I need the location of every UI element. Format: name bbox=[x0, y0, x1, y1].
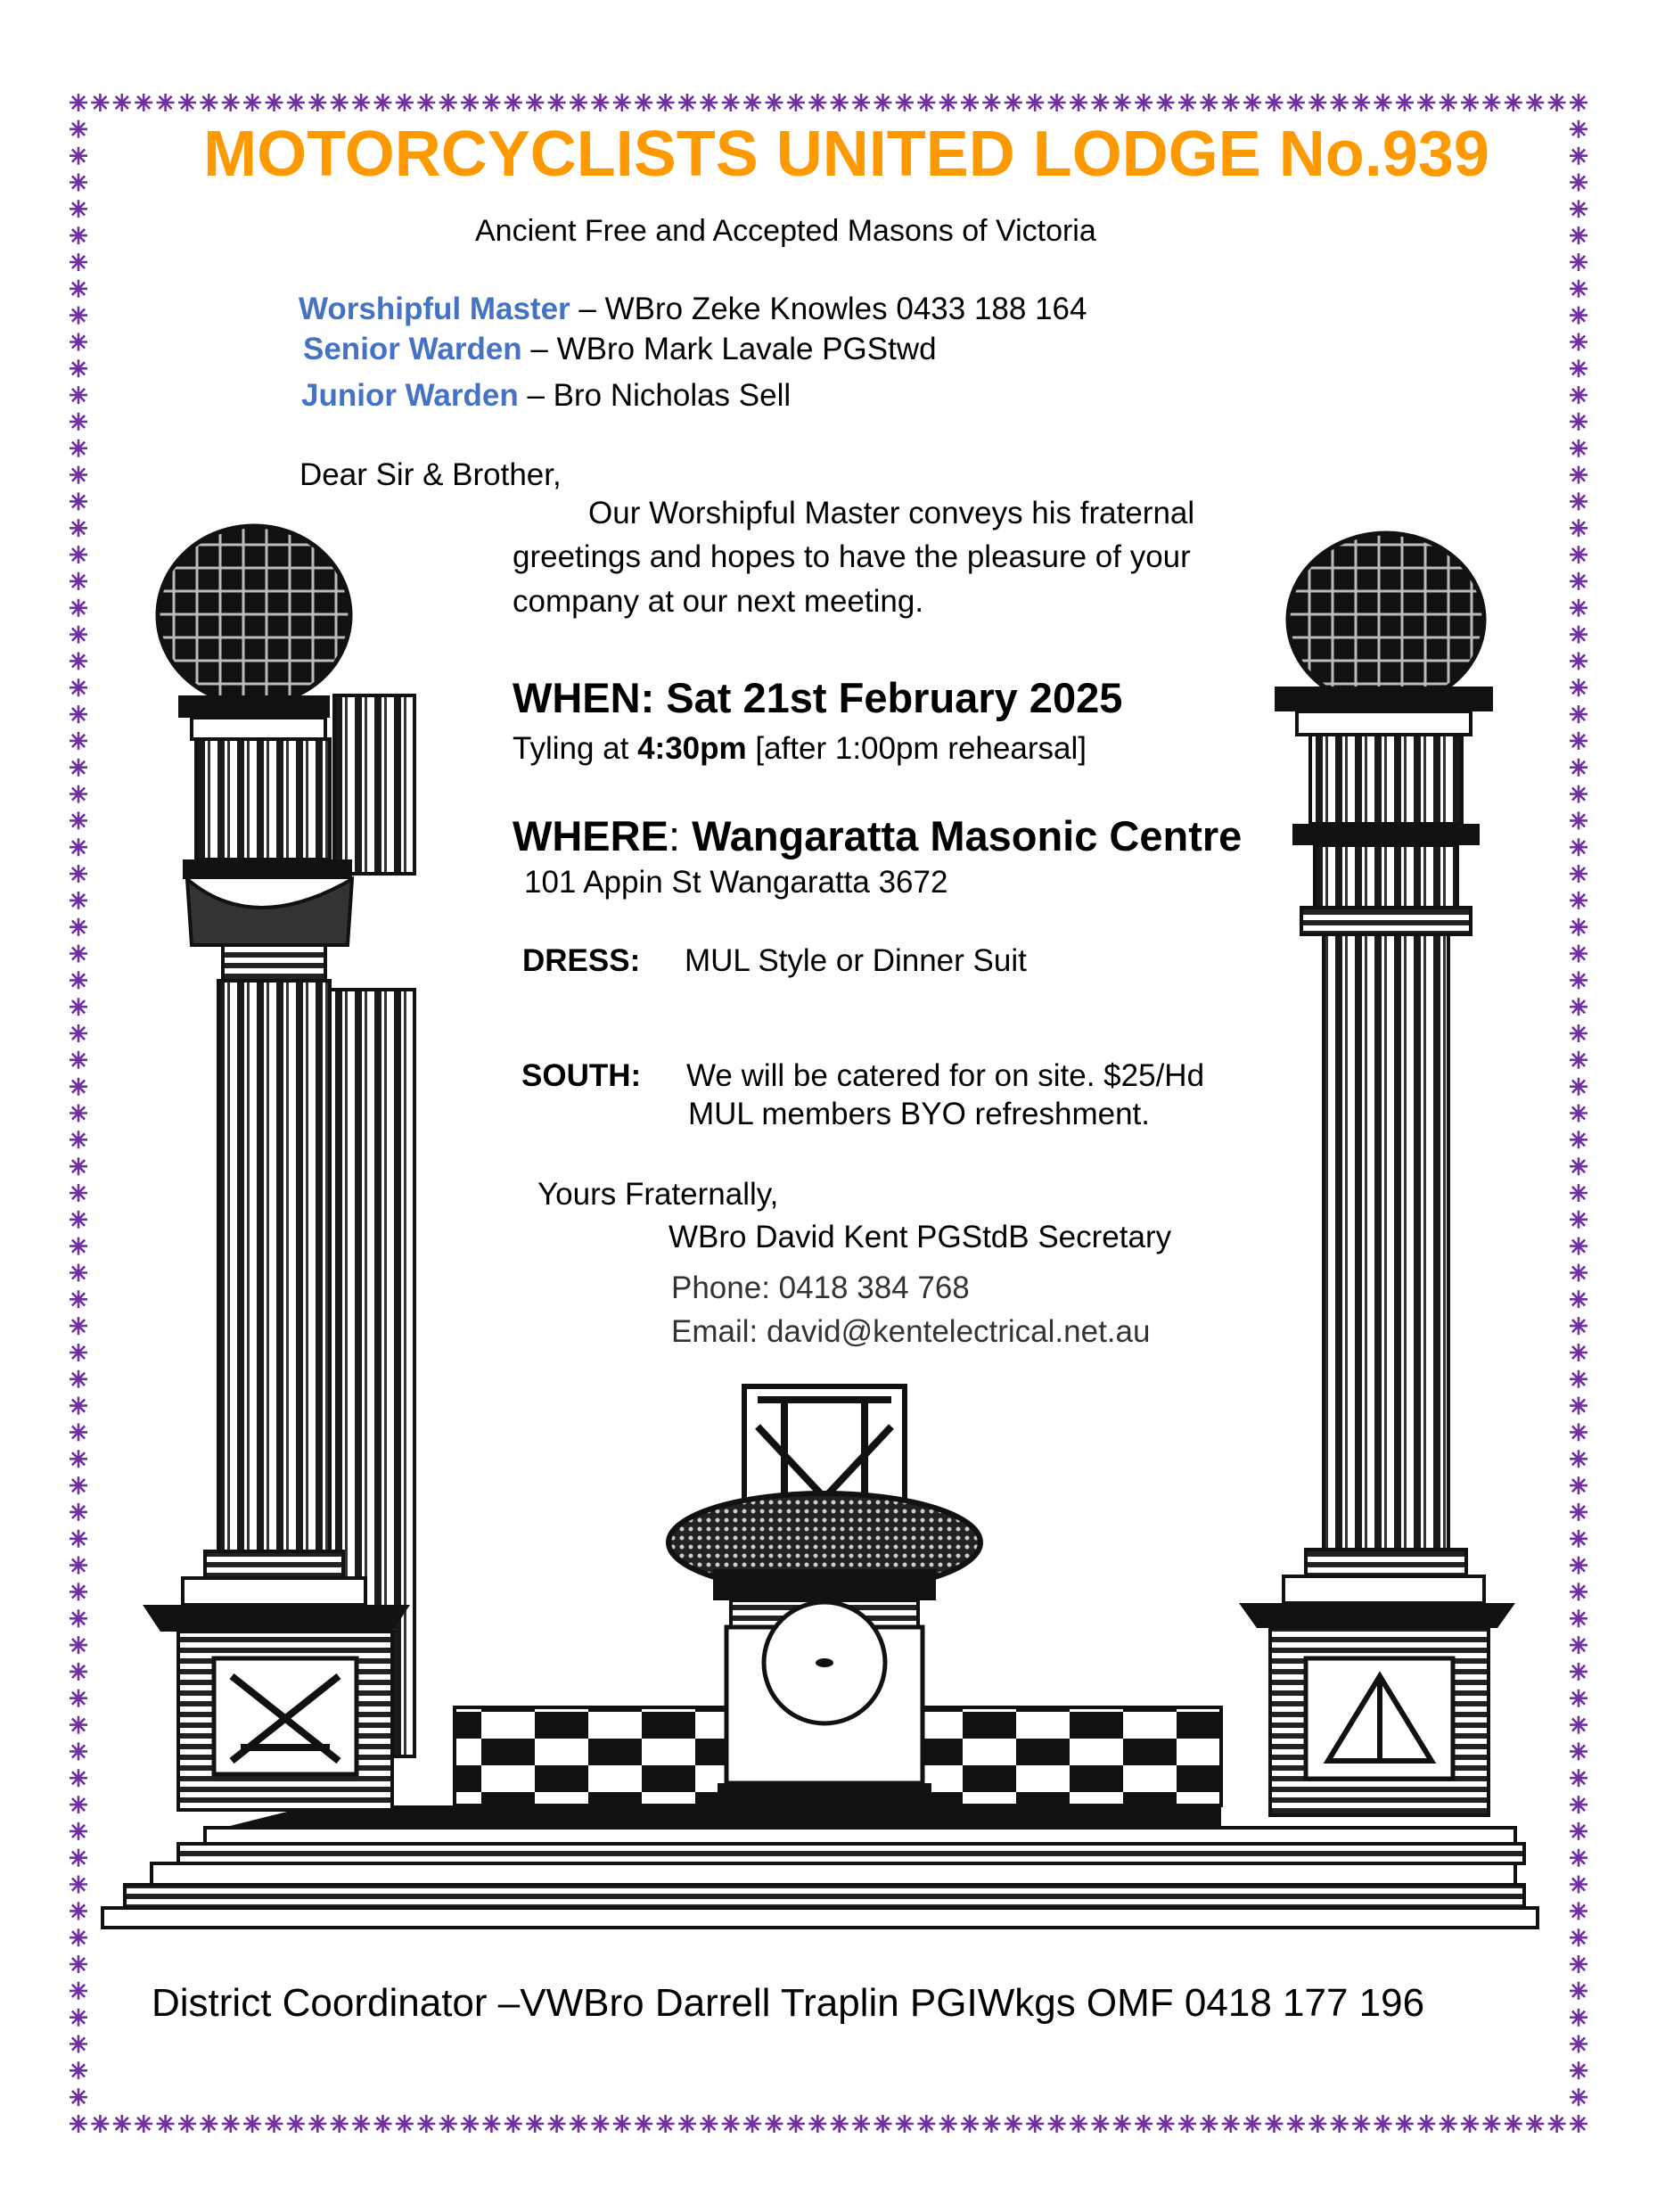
dress-value: MUL Style or Dinner Suit bbox=[685, 943, 1027, 978]
dress-label: DRESS: bbox=[522, 943, 641, 978]
officer-role: Worshipful Master bbox=[299, 292, 570, 326]
tyling-suffix: [after 1:00pm rehearsal] bbox=[746, 731, 1087, 766]
officer-name: WBro Zeke Knowles 0433 188 164 bbox=[604, 292, 1087, 326]
officer-role: Junior Warden bbox=[301, 378, 519, 413]
officer-separator: – bbox=[518, 378, 554, 413]
officer-name: Bro Nicholas Sell bbox=[553, 378, 792, 413]
secretary-name: WBro David Kent PGStdB Secretary bbox=[669, 1220, 1172, 1254]
secretary-email: Email: david@kentelectrical.net.au bbox=[671, 1314, 1151, 1349]
closing: Yours Fraternally, bbox=[537, 1177, 779, 1212]
south-line: MUL members BYO refreshment. bbox=[688, 1097, 1151, 1131]
salutation: Dear Sir & Brother, bbox=[299, 457, 562, 492]
officer-worshipful-master bbox=[299, 292, 1087, 327]
south-line: We will be catered for on site. $25/Hd bbox=[686, 1058, 1205, 1093]
officer-role: Senior Warden bbox=[303, 332, 522, 366]
right-pillar bbox=[1239, 533, 1515, 1815]
when-heading: WHEN: Sat 21st February 2025 bbox=[513, 674, 1123, 721]
venue-name: Wangaratta Masonic Centre bbox=[692, 812, 1243, 859]
tyling-prefix: Tyling at bbox=[513, 731, 638, 766]
officer-junior-warden bbox=[301, 378, 791, 414]
letter-line: Our Worshipful Master conveys his fraternal bbox=[588, 496, 1195, 530]
letter-line: company at our next meeting. bbox=[513, 584, 924, 619]
officer-separator: – bbox=[570, 292, 605, 326]
where-heading bbox=[513, 811, 1242, 860]
lodge-title: MOTORCYCLISTS UNITED LODGE No.939 bbox=[203, 119, 1489, 190]
lodge-subtitle: Ancient Free and Accepted Masons of Victoria bbox=[475, 214, 1096, 248]
where-colon: : bbox=[668, 812, 693, 859]
south-label: SOUTH: bbox=[521, 1058, 642, 1093]
where-label: WHERE bbox=[513, 812, 669, 859]
venue-address: 101 Appin St Wangaratta 3672 bbox=[524, 865, 948, 900]
secretary-phone: Phone: 0418 384 768 bbox=[671, 1270, 970, 1305]
officer-separator: – bbox=[521, 332, 557, 366]
letter-line: greetings and hopes to have the pleasure of your bbox=[513, 539, 1191, 574]
district-coordinator: District Coordinator –VWBro Darrell Traplin PGIWkgs OMF 0418 177 196 bbox=[152, 1981, 1425, 2025]
officer-senior-warden bbox=[303, 332, 937, 367]
officer-name: WBro Mark Lavale PGStwd bbox=[556, 332, 937, 366]
tyling-time bbox=[513, 731, 1087, 767]
tyling-time-value: 4:30pm bbox=[637, 731, 747, 766]
